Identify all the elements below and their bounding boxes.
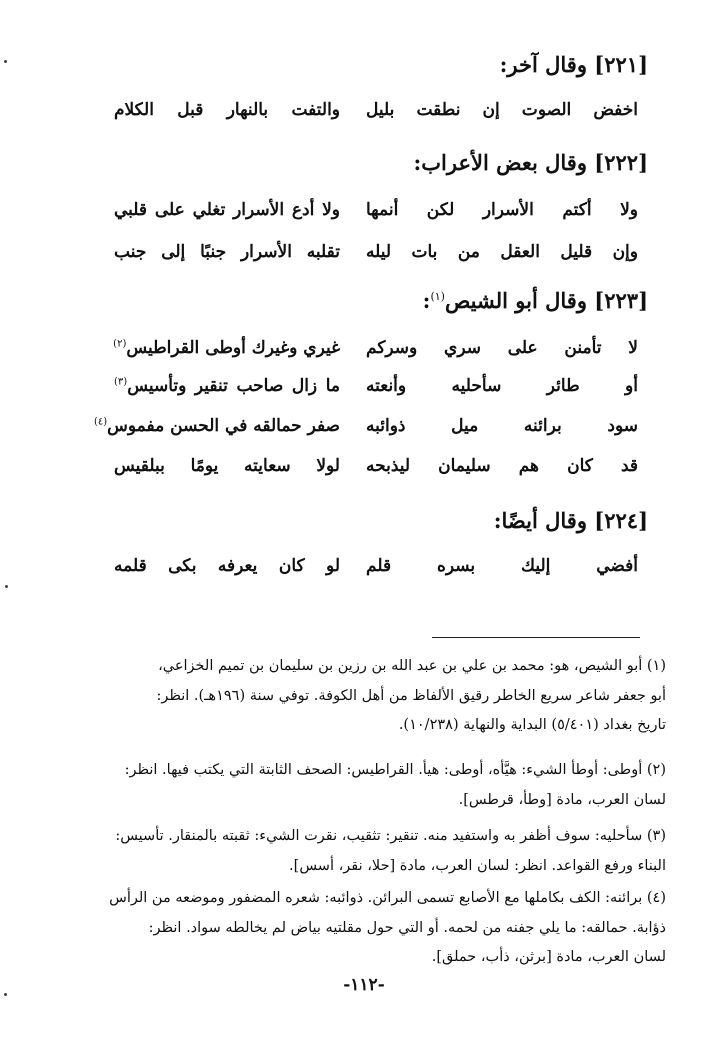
footnote-ref: (٢) [113, 338, 127, 350]
footnote-separator [432, 637, 640, 638]
hemistich-text: غيري وغيرك أوطى القراطيس [126, 338, 340, 358]
verse-second-hemistich: ولا أدع الأسرار تغلي على قلبي [114, 200, 340, 220]
verse-second-hemistich [114, 376, 340, 396]
verse-first-hemistich: لا تأمنن على سري وسركم [366, 338, 638, 358]
footnote-line: (١) أبو الشيص، هو: محمد بن علي بن عبد الله بن رزين بن سليمان بن تميم الخزاعي، [158, 658, 666, 674]
section-heading-222 [414, 150, 648, 175]
footnote-line: (٣) سأحليه: سوف أظفر به واستفيد منه. تنقير: تثقيب، نقرت الشيء: ثقبته بالمنقار. تأسيس: [115, 828, 666, 844]
verse-second-hemistich: والتفت بالنهار قبل الكلام [114, 100, 340, 120]
footnote-line: ذؤابة. حمالقه: ما يلي جفنه من لحمه. أو التي حول مقلتيه بياض لم يخالطه سواد. انظر: [148, 919, 666, 936]
verse-first-hemistich: أو طائر سأحليه وأنعته [366, 376, 638, 396]
footnote-ref: (٣) [114, 376, 128, 388]
section-heading-224 [494, 508, 648, 533]
heading-text: [٢٢١] وقال آخر: [499, 52, 648, 77]
hemistich-text: صفر حمالقه في الحسن مفموس [107, 416, 340, 436]
page-number: -١١٢- [343, 975, 385, 995]
verse-second-hemistich: لولا سعايته يومًا ببلقيس [114, 456, 340, 476]
heading-text: [٢٢٤] وقال أيضًا: [493, 508, 648, 533]
verse-second-hemistich: لو كان يعرفه بكى قلمه [114, 556, 340, 576]
footnote-4 [56, 884, 666, 973]
footnote-line: تاريخ بغداد (٥/٤٠١) البداية والنهاية (١٠/٢٣٨). [398, 717, 666, 733]
footnote-3 [56, 822, 666, 881]
footnote-ref: (١) [430, 290, 445, 303]
verse-second-hemistich [114, 338, 340, 358]
verse-first-hemistich: سود برائنه ميل ذوائبه [366, 416, 638, 436]
scan-speck [4, 993, 7, 996]
footnote-line: (٢) أوطى: أوطأ الشيء: هيَّأه، أوطى: هيأ. القراطيس: الصحف الثابتة التي يكتب فيها. انظر: [124, 762, 666, 778]
heading-suffix: : [422, 288, 431, 313]
scan-speck [5, 585, 8, 588]
footnote-line: البناء ورفع القواعد. انظر: لسان العرب، مادة [حلا، نقر، أسس]. [289, 857, 666, 874]
verse-first-hemistich: قد كان هم سليمان ليذبحه [366, 456, 638, 476]
footnote-line: أبو جعفر شاعر سريع الخاطر رقيق الألفاظ من أهل الكوفة. توفي سنة (١٩٦هـ). انظر: [156, 687, 666, 704]
heading-text: [٢٢٢] وقال بعض الأعراب: [413, 150, 648, 175]
footnote-line: لسان العرب، مادة [برثن، ذأب، حملق]. [431, 949, 666, 965]
verse-second-hemistich [93, 416, 340, 436]
footnote-2 [56, 756, 666, 815]
verse-second-hemistich: تقلبه الأسرار جنبًا إلى جنب [114, 242, 340, 262]
verse-first-hemistich: وإن قليل العقل من بات ليله [366, 242, 638, 262]
footnote-line: لسان العرب، مادة [وطأ، قرطس]. [458, 791, 666, 808]
verse-first-hemistich: اخفض الصوت إن نطقت بليل [366, 100, 638, 120]
heading-text: [٢٢٣] وقال أبو الشيص [444, 288, 648, 313]
section-heading-223 [423, 288, 648, 313]
footnote-ref: (٤) [93, 416, 108, 428]
footnote-line: (٤) برائنه: الكف بكاملها مع الأصابع تسمى البرائن. ذوائبه: شعره المضفور وموضعه من الرأس [109, 890, 666, 906]
section-heading-221 [500, 52, 648, 77]
hemistich-text: ما زال صاحب تنقير وتأسيس [127, 376, 340, 396]
verse-first-hemistich: أفضي إليك بسره قلم [366, 556, 638, 576]
scan-speck [4, 60, 7, 63]
footnote-1 [56, 652, 666, 741]
verse-first-hemistich: ولا أكتم الأسرار لكن أنمها [366, 200, 638, 220]
